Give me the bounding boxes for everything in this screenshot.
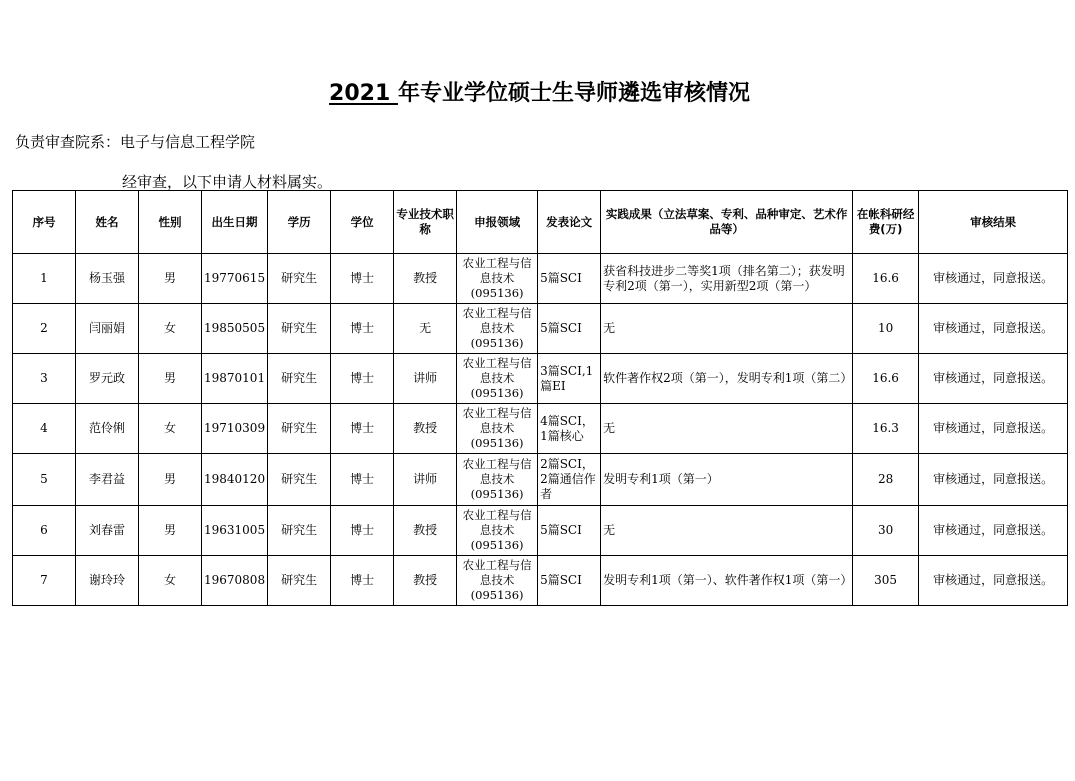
cell-title: 教授 — [394, 556, 457, 606]
cell-degree: 博士 — [331, 254, 394, 304]
cell-result: 审核通过，同意报送。 — [919, 454, 1068, 506]
cell-no: 5 — [13, 454, 76, 506]
cell-degree: 博士 — [331, 556, 394, 606]
cell-result: 审核通过，同意报送。 — [919, 304, 1068, 354]
cell-name: 闫丽娟 — [76, 304, 139, 354]
cell-birth: 19840120 — [202, 454, 268, 506]
cell-papers: 5篇SCI — [538, 506, 601, 556]
title-year: 2021 — [329, 81, 398, 106]
cell-no: 6 — [13, 506, 76, 556]
cell-papers: 5篇SCI — [538, 556, 601, 606]
cell-practice: 发明专利1项（第一） — [601, 454, 853, 506]
cell-result: 审核通过，同意报送。 — [919, 254, 1068, 304]
header-cell: 学位 — [331, 191, 394, 254]
cell-field: 农业工程与信息技术(095136) — [457, 506, 538, 556]
cell-degree: 博士 — [331, 454, 394, 506]
cell-degree: 博士 — [331, 304, 394, 354]
cell-result: 审核通过，同意报送。 — [919, 556, 1068, 606]
header-cell: 学历 — [268, 191, 331, 254]
table-row — [13, 454, 1068, 506]
cell-no: 4 — [13, 404, 76, 454]
cell-birth: 19770615 — [202, 254, 268, 304]
cell-title: 教授 — [394, 254, 457, 304]
header-row — [13, 191, 1068, 254]
cell-edu: 研究生 — [268, 454, 331, 506]
cell-title: 讲师 — [394, 454, 457, 506]
cell-field: 农业工程与信息技术(095136) — [457, 354, 538, 404]
cell-field: 农业工程与信息技术(095136) — [457, 454, 538, 506]
table-row — [13, 354, 1068, 404]
table-row — [13, 254, 1068, 304]
header-cell: 出生日期 — [202, 191, 268, 254]
cell-birth: 19710309 — [202, 404, 268, 454]
header-cell: 审核结果 — [919, 191, 1068, 254]
cell-name: 罗元政 — [76, 354, 139, 404]
cell-funds: 30 — [853, 506, 919, 556]
cell-no: 2 — [13, 304, 76, 354]
cell-result: 审核通过，同意报送。 — [919, 506, 1068, 556]
cell-practice: 无 — [601, 404, 853, 454]
cell-name: 范伶俐 — [76, 404, 139, 454]
header-cell: 性别 — [139, 191, 202, 254]
cell-funds: 16.6 — [853, 354, 919, 404]
cell-result: 审核通过，同意报送。 — [919, 354, 1068, 404]
cell-name: 杨玉强 — [76, 254, 139, 304]
table-row — [13, 556, 1068, 606]
cell-no: 3 — [13, 354, 76, 404]
cell-title: 教授 — [394, 404, 457, 454]
cell-no: 7 — [13, 556, 76, 606]
header-cell: 专业技术职称 — [394, 191, 457, 254]
header-cell: 序号 — [13, 191, 76, 254]
cell-field: 农业工程与信息技术(095136) — [457, 404, 538, 454]
table-row — [13, 404, 1068, 454]
cell-edu: 研究生 — [268, 254, 331, 304]
cell-title: 讲师 — [394, 354, 457, 404]
table-row — [13, 304, 1068, 354]
header-cell: 申报领域 — [457, 191, 538, 254]
cell-title: 无 — [394, 304, 457, 354]
cell-result: 审核通过，同意报送。 — [919, 404, 1068, 454]
cell-birth: 19870101 — [202, 354, 268, 404]
cell-birth: 19850505 — [202, 304, 268, 354]
cell-practice: 无 — [601, 304, 853, 354]
cell-edu: 研究生 — [268, 404, 331, 454]
cell-gender: 女 — [139, 404, 202, 454]
cell-birth: 19670808 — [202, 556, 268, 606]
cell-papers: 2篇SCI，2篇通信作者 — [538, 454, 601, 506]
cell-papers: 3篇SCI,1篇EI — [538, 354, 601, 404]
cell-gender: 女 — [139, 556, 202, 606]
review-table — [12, 190, 1068, 606]
cell-degree: 博士 — [331, 506, 394, 556]
cell-field: 农业工程与信息技术(095136) — [457, 304, 538, 354]
cell-degree: 博士 — [331, 404, 394, 454]
header-cell: 在帐科研经费(万) — [853, 191, 919, 254]
review-note: 经审查，以下申请人材料属实。 — [122, 173, 333, 191]
cell-name: 刘春雷 — [76, 506, 139, 556]
department-line: 负责审查院系：电子与信息工程学院 — [15, 133, 256, 151]
cell-practice: 发明专利1项（第一）、软件著作权1项（第一） — [601, 556, 853, 606]
table-row — [13, 506, 1068, 556]
header-cell: 发表论文 — [538, 191, 601, 254]
cell-name: 李君益 — [76, 454, 139, 506]
cell-funds: 16.3 — [853, 404, 919, 454]
cell-practice: 无 — [601, 506, 853, 556]
cell-gender: 女 — [139, 304, 202, 354]
cell-no: 1 — [13, 254, 76, 304]
cell-gender: 男 — [139, 254, 202, 304]
cell-degree: 博士 — [331, 354, 394, 404]
cell-edu: 研究生 — [268, 354, 331, 404]
cell-edu: 研究生 — [268, 556, 331, 606]
cell-papers: 4篇SCI，1篇核心 — [538, 404, 601, 454]
cell-papers: 5篇SCI — [538, 254, 601, 304]
document-title — [0, 76, 1075, 107]
cell-practice: 软件著作权2项（第一），发明专利1项（第二） — [601, 354, 853, 404]
cell-edu: 研究生 — [268, 304, 331, 354]
cell-edu: 研究生 — [268, 506, 331, 556]
header-cell: 实践成果（立法草案、专利、品种审定、艺术作品等） — [601, 191, 853, 254]
title-text: 年专业学位硕士生导师遴选审核情况 — [397, 81, 750, 106]
cell-funds: 10 — [853, 304, 919, 354]
cell-birth: 19631005 — [202, 506, 268, 556]
cell-name: 谢玲玲 — [76, 556, 139, 606]
cell-funds: 16.6 — [853, 254, 919, 304]
cell-title: 教授 — [394, 506, 457, 556]
cell-gender: 男 — [139, 454, 202, 506]
cell-field: 农业工程与信息技术(095136) — [457, 556, 538, 606]
header-cell: 姓名 — [76, 191, 139, 254]
cell-funds: 28 — [853, 454, 919, 506]
cell-papers: 5篇SCI — [538, 304, 601, 354]
cell-gender: 男 — [139, 506, 202, 556]
cell-field: 农业工程与信息技术(095136) — [457, 254, 538, 304]
cell-gender: 男 — [139, 354, 202, 404]
cell-funds: 305 — [853, 556, 919, 606]
cell-practice: 获省科技进步二等奖1项（排名第二）；获发明专利2项（第一），实用新型2项（第一） — [601, 254, 853, 304]
